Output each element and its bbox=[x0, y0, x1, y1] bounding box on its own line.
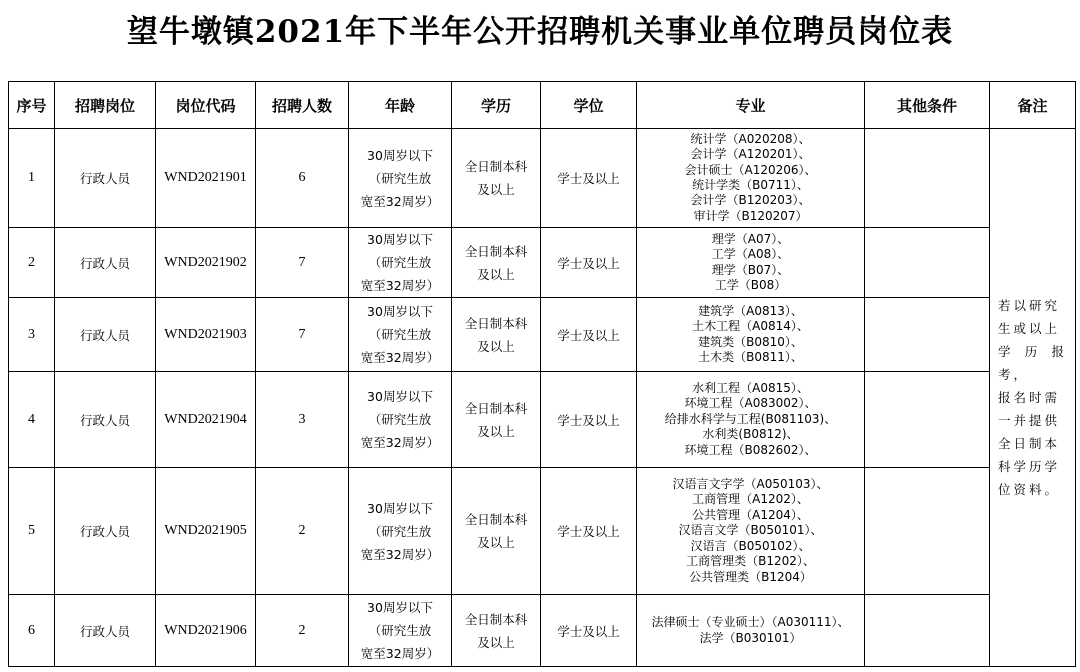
cell-age-line: 宽至32周岁） bbox=[360, 350, 440, 365]
cell-education-line: 及以上 bbox=[477, 535, 515, 550]
cell-education bbox=[452, 595, 541, 667]
cell-age-line: 宽至32周岁） bbox=[360, 546, 440, 562]
cell-other bbox=[865, 372, 990, 468]
cell-code: WND2021903 bbox=[156, 298, 256, 372]
cell-age-line: 30周岁以下 bbox=[367, 389, 433, 404]
cell-major-line: 统计学（A020208）、 bbox=[690, 131, 811, 146]
cell-major-line: 环境工程（B082602）、 bbox=[684, 442, 817, 457]
cell-seq: 2 bbox=[9, 228, 55, 298]
cell-code: WND2021906 bbox=[156, 595, 256, 667]
cell-age-line: 30周岁以下 bbox=[367, 600, 433, 615]
cell-other bbox=[865, 298, 990, 372]
cell-other bbox=[865, 129, 990, 228]
cell-remark-line: 一并提供 bbox=[998, 413, 1061, 428]
cell-degree: 学士及以上 bbox=[541, 468, 637, 595]
cell-major-line: 会计学（B120203）、 bbox=[690, 193, 811, 208]
cell-major-line: 统计学类（B0711）、 bbox=[692, 178, 809, 192]
cell-remark-line: 生或以上 bbox=[998, 321, 1061, 336]
page-title: 望牛墩镇2021年下半年公开招聘机关事业单位聘员岗位表 bbox=[126, 14, 954, 50]
cell-age bbox=[349, 372, 452, 468]
cell-education-line: 及以上 bbox=[477, 182, 515, 197]
cell-major-line: 水利类(B0812)、 bbox=[702, 427, 799, 442]
cell-code: WND2021904 bbox=[156, 372, 256, 468]
cell-remark-line: 科学历学 bbox=[998, 459, 1061, 474]
cell-major-line: 审计学（B120207） bbox=[693, 208, 808, 223]
cell-major bbox=[637, 298, 865, 372]
cell-post: 行政人员 bbox=[55, 129, 156, 228]
table-row bbox=[9, 129, 1076, 228]
cell-age bbox=[349, 298, 452, 372]
cell-major bbox=[637, 129, 865, 228]
cell-age-line: （研究生放 bbox=[368, 412, 432, 427]
cell-seq: 3 bbox=[9, 298, 55, 372]
cell-education-line: 及以上 bbox=[477, 266, 515, 282]
cell-seq: 6 bbox=[9, 595, 55, 667]
cell-major-line: 给排水科学与工程(B081103)、 bbox=[664, 411, 837, 426]
cell-remark bbox=[990, 129, 1076, 667]
cell-education bbox=[452, 298, 541, 372]
cell-major-line: 环境工程（A083002）、 bbox=[684, 396, 817, 411]
cell-post: 行政人员 bbox=[55, 595, 156, 667]
cell-degree: 学士及以上 bbox=[541, 372, 637, 468]
cell-major-line: 汉语言文学（B050101）、 bbox=[678, 523, 823, 538]
cell-major-line: 土木工程（A0814）、 bbox=[692, 319, 809, 334]
cell-count: 7 bbox=[256, 298, 349, 372]
table-row bbox=[9, 228, 1076, 298]
cell-remark-line: 学历报考， bbox=[998, 344, 1067, 382]
cell-age-line: （研究生放 bbox=[368, 170, 432, 186]
cell-degree: 学士及以上 bbox=[541, 298, 637, 372]
cell-age bbox=[349, 595, 452, 667]
table-row bbox=[9, 372, 1076, 468]
cell-age-line: （研究生放 bbox=[368, 255, 432, 270]
cell-post: 行政人员 bbox=[55, 372, 156, 468]
cell-post: 行政人员 bbox=[55, 298, 156, 372]
cell-education-line: 全日制本科 bbox=[464, 243, 528, 259]
cell-major-line: 水利工程（A0815）、 bbox=[692, 380, 809, 395]
cell-age-line: 30周岁以下 bbox=[367, 304, 433, 319]
cell-major bbox=[637, 228, 865, 298]
cell-education-line: 及以上 bbox=[477, 634, 515, 650]
header-row bbox=[9, 82, 1076, 129]
cell-remark-line: 若以研究 bbox=[998, 298, 1061, 313]
header-major: 专业 bbox=[637, 82, 865, 129]
cell-major-line: 汉语言文字学（A050103）、 bbox=[672, 477, 829, 492]
cell-age-line: （研究生放 bbox=[368, 623, 432, 638]
cell-count: 2 bbox=[256, 468, 349, 595]
cell-age bbox=[349, 228, 452, 298]
cell-age-line: 30周岁以下 bbox=[367, 147, 433, 163]
cell-major-line: 公共管理类（B1204） bbox=[689, 569, 812, 584]
cell-major-line: 工商管理类（B1202）、 bbox=[686, 554, 815, 569]
cell-other bbox=[865, 228, 990, 298]
cell-age bbox=[349, 468, 452, 595]
cell-major-line: 法学（B030101） bbox=[699, 630, 802, 645]
cell-remark-line: 报名时需 bbox=[998, 390, 1061, 405]
cell-education bbox=[452, 372, 541, 468]
cell-code: WND2021902 bbox=[156, 228, 256, 298]
cell-major-line: 理学（A07）、 bbox=[711, 231, 790, 246]
cell-degree: 学士及以上 bbox=[541, 595, 637, 667]
header-other: 其他条件 bbox=[865, 82, 990, 129]
cell-count: 2 bbox=[256, 595, 349, 667]
cell-count: 7 bbox=[256, 228, 349, 298]
cell-seq: 4 bbox=[9, 372, 55, 468]
cell-code: WND2021901 bbox=[156, 129, 256, 228]
cell-major-line: 理学（B07）、 bbox=[711, 262, 790, 277]
header-seq: 序号 bbox=[9, 82, 55, 129]
cell-code: WND2021905 bbox=[156, 468, 256, 595]
cell-major-line: 工商管理（A1202）、 bbox=[692, 492, 809, 507]
cell-major-line: 会计硕士（A120206）、 bbox=[684, 162, 817, 177]
cell-education bbox=[452, 228, 541, 298]
cell-degree: 学士及以上 bbox=[541, 129, 637, 228]
cell-major bbox=[637, 468, 865, 595]
header-age: 年龄 bbox=[349, 82, 452, 129]
cell-age-line: 30周岁以下 bbox=[367, 500, 433, 516]
cell-age bbox=[349, 129, 452, 228]
cell-age-line: （研究生放 bbox=[368, 523, 432, 539]
cell-education-line: 及以上 bbox=[477, 338, 515, 354]
table-row bbox=[9, 468, 1076, 595]
cell-major-line: 土木类（B0811）、 bbox=[698, 349, 803, 364]
cell-remark-line: 位资料。 bbox=[998, 482, 1061, 497]
cell-remark-line: 全日制本 bbox=[998, 436, 1061, 451]
header-degree: 学位 bbox=[541, 82, 637, 129]
cell-major-line: 工学（A08）、 bbox=[711, 247, 790, 262]
cell-other bbox=[865, 468, 990, 595]
header-post: 招聘岗位 bbox=[55, 82, 156, 129]
cell-count: 6 bbox=[256, 129, 349, 228]
cell-education-line: 全日制本科 bbox=[464, 400, 528, 416]
cell-major-line: 工学（B08） bbox=[714, 277, 787, 292]
cell-education-line: 全日制本科 bbox=[464, 611, 528, 627]
cell-age-line: 宽至32周岁） bbox=[360, 278, 440, 293]
table-row bbox=[9, 298, 1076, 372]
cell-education-line: 及以上 bbox=[477, 423, 515, 439]
header-count: 招聘人数 bbox=[256, 82, 349, 129]
cell-degree: 学士及以上 bbox=[541, 228, 637, 298]
cell-education-line: 全日制本科 bbox=[464, 315, 528, 331]
cell-age-line: 宽至32周岁） bbox=[360, 193, 440, 209]
cell-major-line: 建筑类（B0810）、 bbox=[698, 334, 803, 349]
cell-post: 行政人员 bbox=[55, 228, 156, 298]
cell-other bbox=[865, 595, 990, 667]
cell-post: 行政人员 bbox=[55, 468, 156, 595]
cell-seq: 5 bbox=[9, 468, 55, 595]
header-education: 学历 bbox=[452, 82, 541, 129]
cell-major-line: 会计学（A120201）、 bbox=[690, 147, 811, 162]
cell-count: 3 bbox=[256, 372, 349, 468]
cell-major bbox=[637, 595, 865, 667]
positions-table bbox=[8, 81, 1076, 667]
cell-education bbox=[452, 468, 541, 595]
cell-age-line: 宽至32周岁） bbox=[360, 435, 440, 450]
cell-seq: 1 bbox=[9, 129, 55, 228]
cell-age-line: （研究生放 bbox=[368, 327, 432, 342]
cell-major-line: 汉语言（B050102）、 bbox=[690, 538, 811, 553]
cell-major bbox=[637, 372, 865, 468]
header-remark: 备注 bbox=[990, 82, 1076, 129]
cell-major-line: 法律硕士（专业硕士）（A030111）、 bbox=[651, 615, 850, 630]
cell-education-line: 全日制本科 bbox=[464, 159, 528, 174]
cell-major-line: 建筑学（A0813）、 bbox=[698, 303, 803, 318]
cell-age-line: 宽至32周岁） bbox=[360, 646, 440, 661]
cell-education-line: 全日制本科 bbox=[464, 512, 528, 527]
table-row bbox=[9, 595, 1076, 667]
header-code: 岗位代码 bbox=[156, 82, 256, 129]
cell-education bbox=[452, 129, 541, 228]
cell-age-line: 30周岁以下 bbox=[367, 232, 433, 247]
cell-major-line: 公共管理（A1204）、 bbox=[692, 507, 809, 522]
